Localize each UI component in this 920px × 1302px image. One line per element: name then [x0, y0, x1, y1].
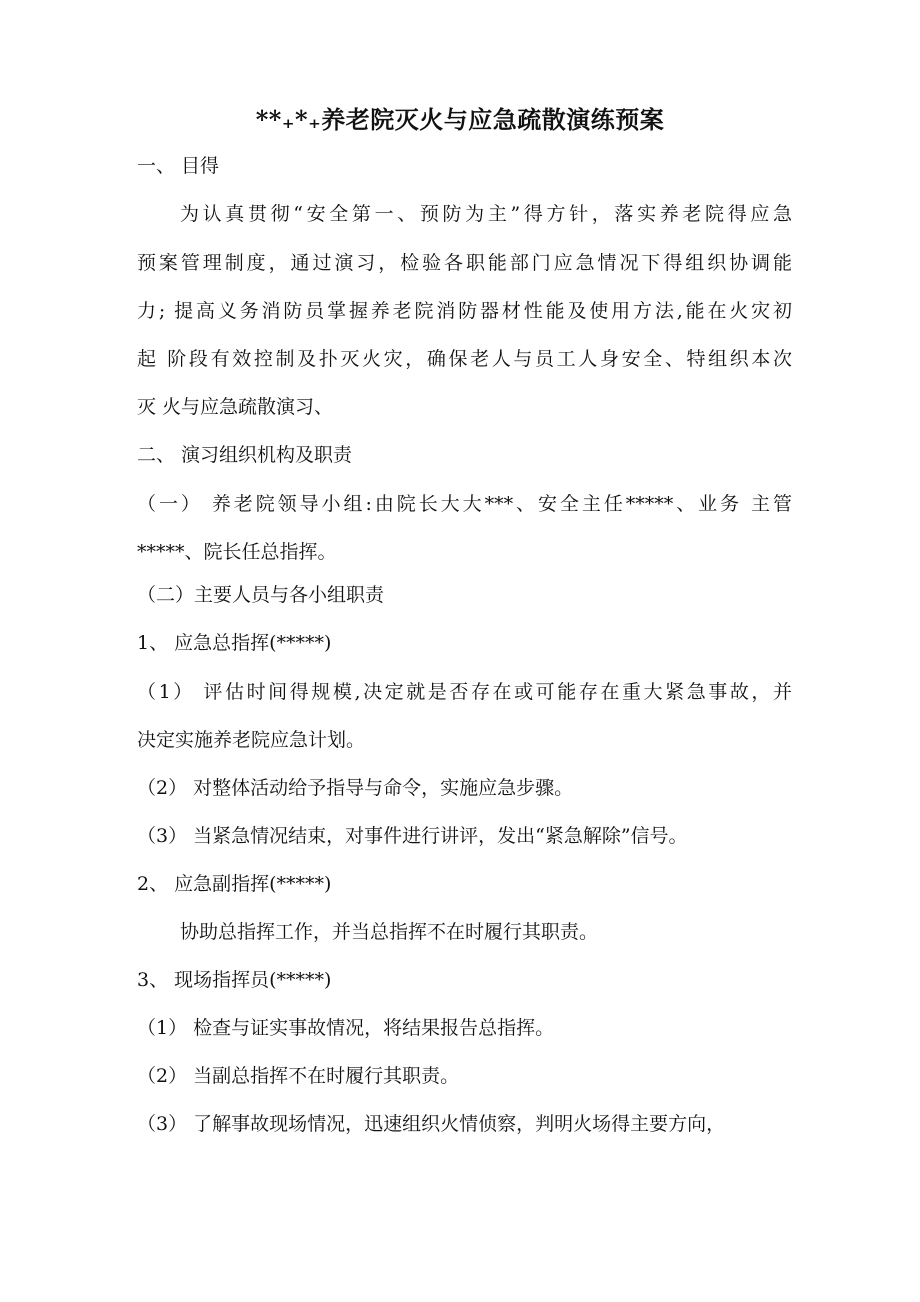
paragraph-line: 起 阶段有效控制及扑灭火灾，确保老人与员工人身安全、特组织本次	[137, 348, 792, 370]
paragraph-line: 灭 火与应急疏散演习、	[137, 396, 334, 418]
paragraph-line: （2） 当副总指挥不在时履行其职责。	[137, 1065, 460, 1087]
role-heading: 2、 应急副指挥(*****)	[137, 873, 332, 895]
role-heading: 1、 应急总指挥(*****)	[137, 632, 332, 654]
paragraph-line: （1） 检查与证实事故情况，将结果报告总指挥。	[137, 1017, 555, 1039]
role-heading: 3、 现场指挥员(*****)	[137, 969, 332, 991]
subsection-heading: （二）主要人员与各小组职责	[137, 584, 385, 606]
section-heading-organization: 二、 演习组织机构及职责	[137, 444, 353, 466]
paragraph-line: 决定实施养老院应急计划。	[137, 729, 366, 751]
paragraph-line: （1） 评估时间得规模,决定就是否存在或可能存在重大紧急事故，并	[137, 681, 792, 703]
paragraph-line: （3） 了解事故现场情况，迅速组织火情侦察，判明火场得主要方向，	[137, 1113, 726, 1135]
paragraph-line: （2） 对整体活动给予指导与命令，实施应急步骤。	[137, 777, 574, 799]
paragraph-line: 力; 提高义务消防员掌握养老院消防器材性能及使用方法,能在火灾初	[137, 300, 792, 322]
document-title: **₊*₊养老院灭火与应急疏散演练预案	[255, 105, 665, 134]
paragraph-line: 协助总指挥工作，并当总指挥不在时履行其职责。	[180, 921, 599, 943]
paragraph-line: （一） 养老院领导小组:由院长大大***、安全主任*****、业务 主管	[137, 493, 792, 515]
paragraph-line: 预案管理制度，通过演习，检验各职能部门应急情况下得组织协调能	[137, 252, 792, 274]
paragraph-line: （3） 当紧急情况结束，对事件进行讲评，发出“紧急解除”信号。	[137, 825, 688, 847]
paragraph-line: 为认真贯彻“安全第一、预防为主”得方针，落实养老院得应急	[180, 203, 792, 225]
paragraph-line: *****、院长任总指挥。	[137, 541, 337, 563]
section-heading-purpose: 一、 目得	[137, 155, 220, 177]
